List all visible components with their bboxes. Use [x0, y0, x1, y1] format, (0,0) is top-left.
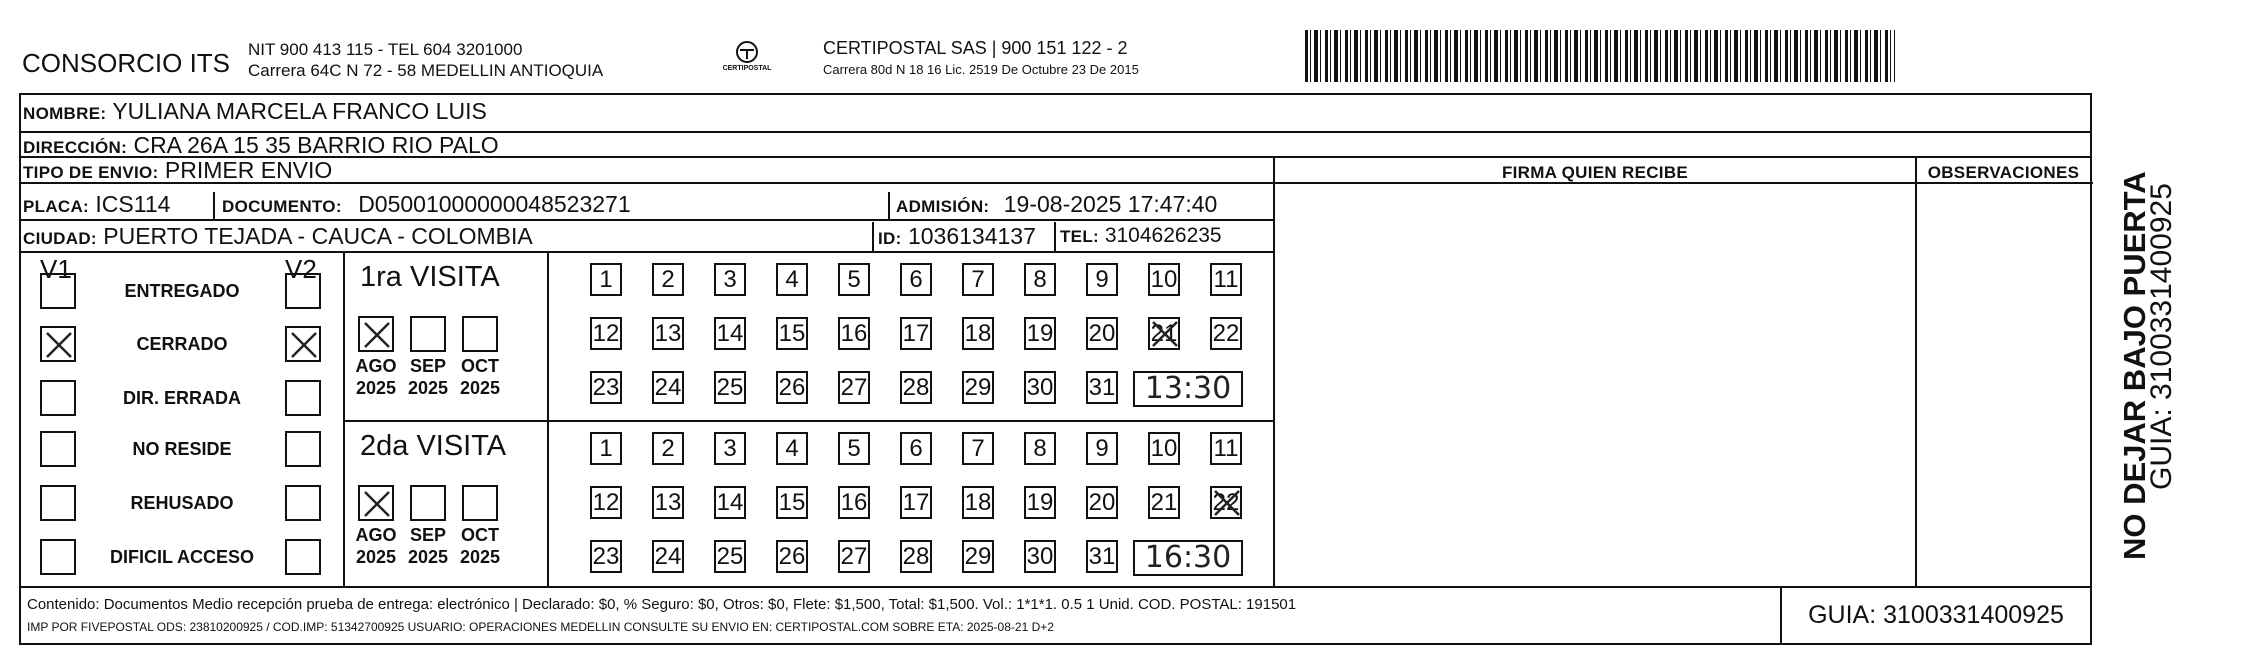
placa-row — [23, 193, 170, 216]
day-cell[interactable]: 4 — [776, 263, 808, 296]
carrier-address: Carrera 80d N 18 16 Lic. 2519 De Octubre 23 De 2015 — [823, 62, 1139, 77]
day-cell[interactable]: 23 — [590, 540, 622, 573]
day-cell[interactable]: 30 — [1024, 540, 1056, 573]
day-cell[interactable]: 5 — [838, 263, 870, 296]
nombre-value: YULIANA MARCELA FRANCO LUIS — [112, 98, 487, 124]
nombre-label: NOMBRE: — [23, 104, 107, 123]
tipo-value: PRIMER ENVIO — [164, 157, 333, 183]
day-cell[interactable]: 11 — [1210, 263, 1242, 296]
status-v2-checkbox[interactable] — [285, 485, 321, 521]
placa-value: ICS114 — [95, 191, 171, 217]
month-name: OCT — [461, 356, 499, 376]
company-name: CONSORCIO ITS — [22, 48, 231, 78]
day-cell[interactable]: 1 — [590, 263, 622, 296]
day-cell[interactable]: 8 — [1024, 432, 1056, 465]
day-cell[interactable]: 2 — [652, 432, 684, 465]
day-cell[interactable]: 26 — [776, 371, 808, 404]
status-label: ENTREGADO — [124, 281, 240, 301]
day-cell[interactable]: 21 — [1148, 486, 1180, 519]
day-cell[interactable]: 27 — [838, 371, 870, 404]
day-cell[interactable]: 4 — [776, 432, 808, 465]
month-name: OCT — [461, 525, 499, 545]
v2-label: V2 — [285, 254, 317, 284]
visit-title: 2da VISITA — [360, 430, 507, 462]
day-cell[interactable]: 3 — [714, 263, 746, 296]
month-label — [455, 355, 505, 399]
day-cell[interactable]: 21 — [1148, 317, 1180, 350]
month-label — [351, 355, 401, 399]
day-cell[interactable]: 13 — [652, 317, 684, 350]
day-cell[interactable]: 30 — [1024, 371, 1056, 404]
status-v2-checkbox[interactable] — [285, 326, 321, 362]
documento-row — [222, 193, 631, 216]
direccion-label: DIRECCIÓN: — [23, 138, 128, 157]
day-cell[interactable]: 16 — [838, 317, 870, 350]
tel-row — [1060, 225, 1222, 246]
visit-time-box[interactable]: 16:30 — [1133, 540, 1243, 576]
day-cell[interactable]: 24 — [652, 371, 684, 404]
day-cell[interactable]: 12 — [590, 317, 622, 350]
footer-print-line: IMP POR FIVEPOSTAL ODS: 23810200925 / COD.IMP: 51342700925 USUARIO: OPERACIONES MEDELLIN CONSULTE SU ENVIO EN: CERTIPOSTAL.COM SOBRE ETA: 2025-08-21 D+2 — [27, 620, 1054, 634]
day-cell[interactable]: 9 — [1086, 263, 1118, 296]
logo-text: CERTIPOSTAL — [722, 65, 772, 72]
status-label: NO RESIDE — [132, 439, 232, 459]
day-cell[interactable]: 15 — [776, 486, 808, 519]
status-label: DIR. ERRADA — [122, 388, 241, 408]
check-mark-icon — [287, 328, 321, 362]
status-v2-checkbox[interactable] — [285, 431, 321, 467]
month-checkbox[interactable] — [410, 316, 446, 352]
month-checkbox[interactable] — [358, 485, 394, 521]
day-cross-mark — [1210, 486, 1244, 520]
status-v1-checkbox[interactable] — [40, 326, 76, 362]
day-cell[interactable]: 16 — [838, 486, 870, 519]
ciudad-label: CIUDAD: — [23, 229, 97, 248]
tipo-row — [23, 159, 332, 182]
day-cell[interactable]: 18 — [962, 317, 994, 350]
month-label — [403, 355, 453, 399]
day-cell[interactable]: 9 — [1086, 432, 1118, 465]
direccion-row — [23, 134, 499, 157]
status-v1-checkbox[interactable] — [40, 539, 76, 575]
day-cell[interactable]: 2 — [652, 263, 684, 296]
observaciones-header: OBSERVACIONES — [1927, 163, 2080, 182]
certipostal-logo-icon — [712, 37, 782, 83]
day-cell[interactable]: 17 — [900, 317, 932, 350]
status-v1-checkbox[interactable] — [40, 485, 76, 521]
id-value: 1036134137 — [907, 223, 1036, 249]
day-cell[interactable]: 1 — [590, 432, 622, 465]
day-cell[interactable]: 22 — [1210, 486, 1242, 519]
day-cell[interactable]: 19 — [1024, 486, 1056, 519]
day-cell[interactable]: 26 — [776, 540, 808, 573]
check-mark-icon — [1148, 317, 1182, 351]
nombre-row — [23, 100, 487, 123]
day-cell[interactable]: 11 — [1210, 432, 1242, 465]
month-year: 2025 — [355, 547, 397, 567]
status-v1-checkbox[interactable] — [40, 273, 76, 309]
month-year: 2025 — [407, 378, 449, 398]
day-cell[interactable]: 7 — [962, 263, 994, 296]
placa-label: PLACA: — [23, 197, 90, 216]
day-cell[interactable]: 15 — [776, 317, 808, 350]
day-cell[interactable]: 17 — [900, 486, 932, 519]
day-cell[interactable]: 12 — [590, 486, 622, 519]
day-cell[interactable]: 25 — [714, 371, 746, 404]
side-guia: GUIA: 3100331400925 — [2145, 183, 2178, 490]
visit-time-box[interactable]: 13:30 — [1133, 371, 1243, 407]
ciudad-value: PUERTO TEJADA - CAUCA - COLOMBIA — [103, 223, 533, 249]
status-label: CERRADO — [136, 334, 228, 354]
month-checkbox[interactable] — [462, 485, 498, 521]
day-cell[interactable]: 14 — [714, 317, 746, 350]
day-cell[interactable]: 31 — [1086, 371, 1118, 404]
day-cell[interactable]: 24 — [652, 540, 684, 573]
month-year: 2025 — [355, 378, 397, 398]
month-checkbox[interactable] — [358, 316, 394, 352]
status-v1-checkbox[interactable] — [40, 380, 76, 416]
tel-label: TEL: — [1060, 227, 1099, 246]
day-cell[interactable]: 27 — [838, 540, 870, 573]
month-label — [351, 524, 401, 568]
check-mark-icon — [360, 487, 394, 521]
check-mark-icon — [360, 318, 394, 352]
day-cell[interactable]: 7 — [962, 432, 994, 465]
month-name: AGO — [355, 525, 397, 545]
day-cell[interactable]: 3 — [714, 432, 746, 465]
status-v2-checkbox[interactable] — [285, 273, 321, 309]
day-cell[interactable]: 5 — [838, 432, 870, 465]
admision-value: 19-08-2025 17:47:40 — [1003, 191, 1218, 217]
day-cell[interactable]: 14 — [714, 486, 746, 519]
check-mark-icon — [1210, 486, 1244, 520]
month-year: 2025 — [407, 547, 449, 567]
certipostal-logo — [712, 37, 782, 83]
month-name: SEP — [409, 356, 447, 376]
day-cell[interactable]: 31 — [1086, 540, 1118, 573]
firma-header: FIRMA QUIEN RECIBE — [1501, 163, 1689, 182]
day-cell[interactable]: 28 — [900, 371, 932, 404]
id-row — [878, 225, 1036, 248]
day-cell[interactable]: 23 — [590, 371, 622, 404]
tipo-label: TIPO DE ENVIO: — [23, 163, 159, 182]
day-cell[interactable]: 25 — [714, 540, 746, 573]
day-cell[interactable]: 18 — [962, 486, 994, 519]
id-label: ID: — [878, 229, 902, 248]
check-mark-icon — [42, 328, 76, 362]
admision-label: ADMISIÓN: — [896, 197, 990, 216]
documento-label: DOCUMENTO: — [222, 197, 342, 216]
month-checkbox[interactable] — [462, 316, 498, 352]
day-cell[interactable]: 22 — [1210, 317, 1242, 350]
status-v2-checkbox[interactable] — [285, 380, 321, 416]
day-cell[interactable]: 6 — [900, 432, 932, 465]
day-cell[interactable]: 10 — [1148, 432, 1180, 465]
status-label: DIFICIL ACCESO — [109, 547, 254, 567]
day-cell[interactable]: 13 — [652, 486, 684, 519]
day-cell[interactable]: 28 — [900, 540, 932, 573]
carrier-name: CERTIPOSTAL SAS | 900 151 122 - 2 — [823, 38, 1128, 58]
side-notice: NO DEJAR BAJO PUERTA — [2117, 171, 2152, 560]
month-label — [403, 524, 453, 568]
month-checkbox[interactable] — [410, 485, 446, 521]
day-cell[interactable]: 29 — [962, 540, 994, 573]
month-year: 2025 — [459, 547, 501, 567]
month-label — [455, 524, 505, 568]
footer-content-line: Contenido: Documentos Medio recepción prueba de entrega: electrónico | Declarado: $0, % Seguro: $0, Otros: $0, Flete: $1,500, Total: $1,500. Vol.: 1*1*1. 0.5 1 Unid. COD. POSTAL: 191501 — [27, 596, 1297, 613]
month-name: SEP — [409, 525, 447, 545]
status-label: REHUSADO — [130, 493, 234, 513]
day-cross-mark — [1148, 317, 1182, 351]
status-v2-checkbox[interactable] — [285, 539, 321, 575]
company-nit: NIT 900 413 115 - TEL 604 3201000 — [248, 40, 523, 59]
tel-value: 3104626235 — [1104, 224, 1222, 247]
day-cell[interactable]: 19 — [1024, 317, 1056, 350]
admision-row — [896, 193, 1217, 216]
day-cell[interactable]: 10 — [1148, 263, 1180, 296]
documento-value: D05001000000048523271 — [358, 191, 631, 217]
day-cell[interactable]: 8 — [1024, 263, 1056, 296]
barcode — [1305, 30, 1895, 82]
day-cell[interactable]: 6 — [900, 263, 932, 296]
visit-title: 1ra VISITA — [360, 261, 500, 293]
ciudad-row — [23, 225, 533, 248]
day-cell[interactable]: 20 — [1086, 486, 1118, 519]
status-v1-checkbox[interactable] — [40, 431, 76, 467]
month-year: 2025 — [459, 378, 501, 398]
footer-guia: GUIA: 3100331400925 — [1808, 601, 2064, 629]
day-cell[interactable]: 20 — [1086, 317, 1118, 350]
day-cell[interactable]: 29 — [962, 371, 994, 404]
month-name: AGO — [355, 356, 397, 376]
company-address: Carrera 64C N 72 - 58 MEDELLIN ANTIOQUIA — [248, 61, 604, 80]
direccion-value: CRA 26A 15 35 BARRIO RIO PALO — [133, 132, 499, 158]
v1-label: V1 — [40, 254, 72, 284]
